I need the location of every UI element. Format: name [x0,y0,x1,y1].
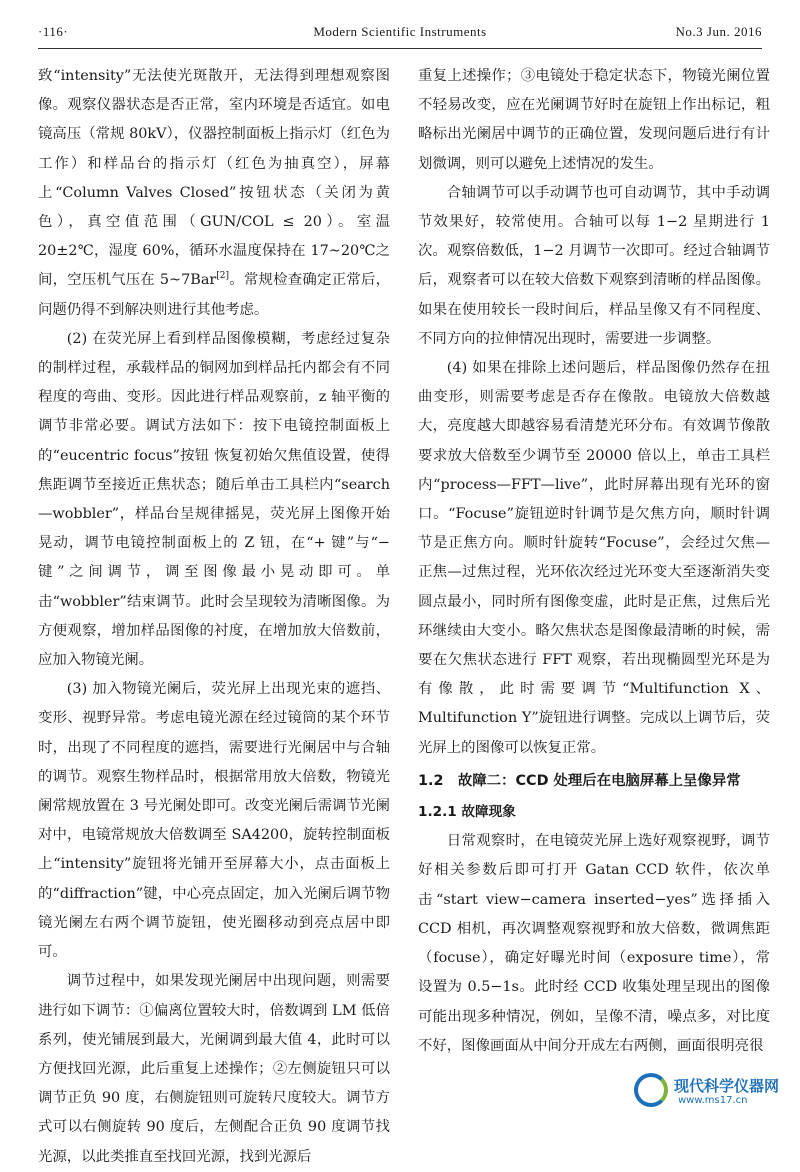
watermark-text: 现代科学仪器网 [674,1077,780,1095]
paragraph: 合轴调节可以手动调节也可自动调节，其中手动调节效果好，较常使用。合轴可以每 1−2 星期进行 1 次。观察倍数低，1−2 月调节一次即可。经过合轴调节后，观察者可以在较大倍数下观察到清晰的样品图像。如果在使用较长一段时间后，样品呈像又有不同程度、不同方向的拉伸情况出现时，需要进一步调整。 [418,184,770,347]
paragraph: 致“intensity”无法使光斑散开，无法得到理想观察图像。观察仪器状态是否正常，室内环境是否适宜。如电镜高压（常规 80kV），仪器控制面板上指示灯（红色为工作）和样品台的指示灯（红色为抽真空），屏幕上“Column Valves Closed”按钮状态（关闭为黄色），真空值范围（GUN/COL ≤ 20）。室温 20±2℃，湿度 60%，循环水温度保持在 17~20℃之间，空压机气压在 5~7Bar[2]。常规检查确定正常后，问题仍得不到解决则进行其他考虑。 [38,68,390,318]
header-rule [38,48,762,49]
subsection-heading: 1.2.1 故障现象 [418,804,516,821]
logo-icon [634,1073,668,1107]
paragraph: (2) 在荧光屏上看到样品图像模糊，考虑经过复杂的制样过程，承载样品的铜网加到样品托内都会有不同程度的弯曲、变形。因此进行样品观察前，z 轴平衡的调节非常必要。调试方法如下：按下电镜控制面板上的“eucentric focus”按钮 恢复初始欠焦值设置，使得焦距调节至接近正焦状态；随后单击工具栏内“search—wobbler”，样品台呈规律摇晃，荧光屏上图像开始晃动，调节电镜控制面板上的 Z 钮，在“+ 键”与“− 键”之间调节，调至图像最小晃动即可。单击“wobbler”结束调节。此时会呈现较为清晰图像。为方便观察，增加样品图像的衬度，在增加放大倍数前，应加入物镜光阑。 [38,330,390,669]
watermark-url: www.ms17.cn [678,1095,748,1106]
paragraph: (4) 如果在排除上述问题后，样品图像仍然存在扭曲变形，则需要考虑是否存在像散。电镜放大倍数越大，亮度越大即越容易看清楚光环分布。有效调节像散要求放大倍数至少调节至 20000 倍以上，单击工具栏内“process—FFT—live”，此时屏幕出现有光环的窗口。“Focuse”旋钮逆时针调节是欠焦方向，顺时针调节是正焦方向。顺时针旋转“Focuse”，会经过欠焦—正焦—过焦过程，光环依次经过光环变大至逐渐消失变圆点最小，同时所有图像变虚，此时是正焦，过焦后光环继续由大变小。略欠焦状态是图像最清晰的时候，需要在欠焦状态进行 FFT 观察，若出现椭圆型光环是为有像散，此时需要调节“Multifunction X、Multifunction Y”旋钮进行调整。完成以上调节后，荧光屏上的图像可以恢复正常。 [418,360,770,756]
citation: [2] [216,271,230,282]
page-number: ·116· [38,24,69,39]
issue-info: No.3 Jun. 2016 [675,24,762,39]
paragraph: (3) 加入物镜光阑后，荧光屏上出现光束的遮挡、变形、视野异常。考虑电镜光源在经过镜筒的某个环节时，出现了不同程度的遮挡，需要进行光阑居中与合轴的调节。观察生物样品时，根据常用放大倍数，物镜光阑常规放置在 3 号光阑处即可。改变光阑后需调节光阑对中，电镜常规放大倍数调至 SA4200，旋转控制面板上“intensity”旋钮将光铺开至屏幕大小，点击面板上的“diffraction”键，中心亮点固定，加入光阑后调节物镜光阑左右两个调节旋钮，使光圈移动到亮点居中即可。 [38,681,390,961]
page-header [38,24,762,46]
paragraph: 日常观察时，在电镜荧光屏上选好观察视野，调节好相关参数后即可打开 Gatan CCD 软件，依次单击“start view−camera inserted−yes”选择插入 CCD 相机，再次调整观察视野和放大倍数，微调焦距（focuse），确定好曝光时间（exposure time），常设置为 0.5−1s。此时经 CCD 收集处理呈现出的图像可能出现多种情况，例如，呈像不清，噪点多，对比度不好，图像画面从中间分开成左右两侧，画面很明亮很 [418,833,770,1054]
journal-title: Modern Scientific Instruments [313,24,487,39]
paragraph: 重复上述操作；③电镜处于稳定状态下，物镜光阑位置不轻易改变，应在光阑调节好时在旋钮上作出标记，粗略标出光阑居中调节的正确位置，发现问题后进行有计划微调，则可以避免上述情况的发生。 [418,68,770,172]
left-column [38,62,390,1172]
watermark-logo [634,1073,794,1113]
right-column [418,62,770,1061]
section-heading: 1.2 故障二：CCD 处理后在电脑屏幕上呈像异常 [418,772,741,789]
paragraph: 调节过程中，如果发现光阑居中出现问题，则需要进行如下调节：①偏离位置较大时，倍数调到 LM 低倍系列，使光铺展到最大，光阑调到最大值 4，此时可以方便找回光源，此后重复上述操作；②左侧旋钮只可以调节正负 90 度，右侧旋钮则可旋转尺度较大。调节方式可以右侧旋转 90 度后，左侧配合正负 90 度调节找光源，以此类推直至找回光源，找到光源后 [38,973,390,1165]
